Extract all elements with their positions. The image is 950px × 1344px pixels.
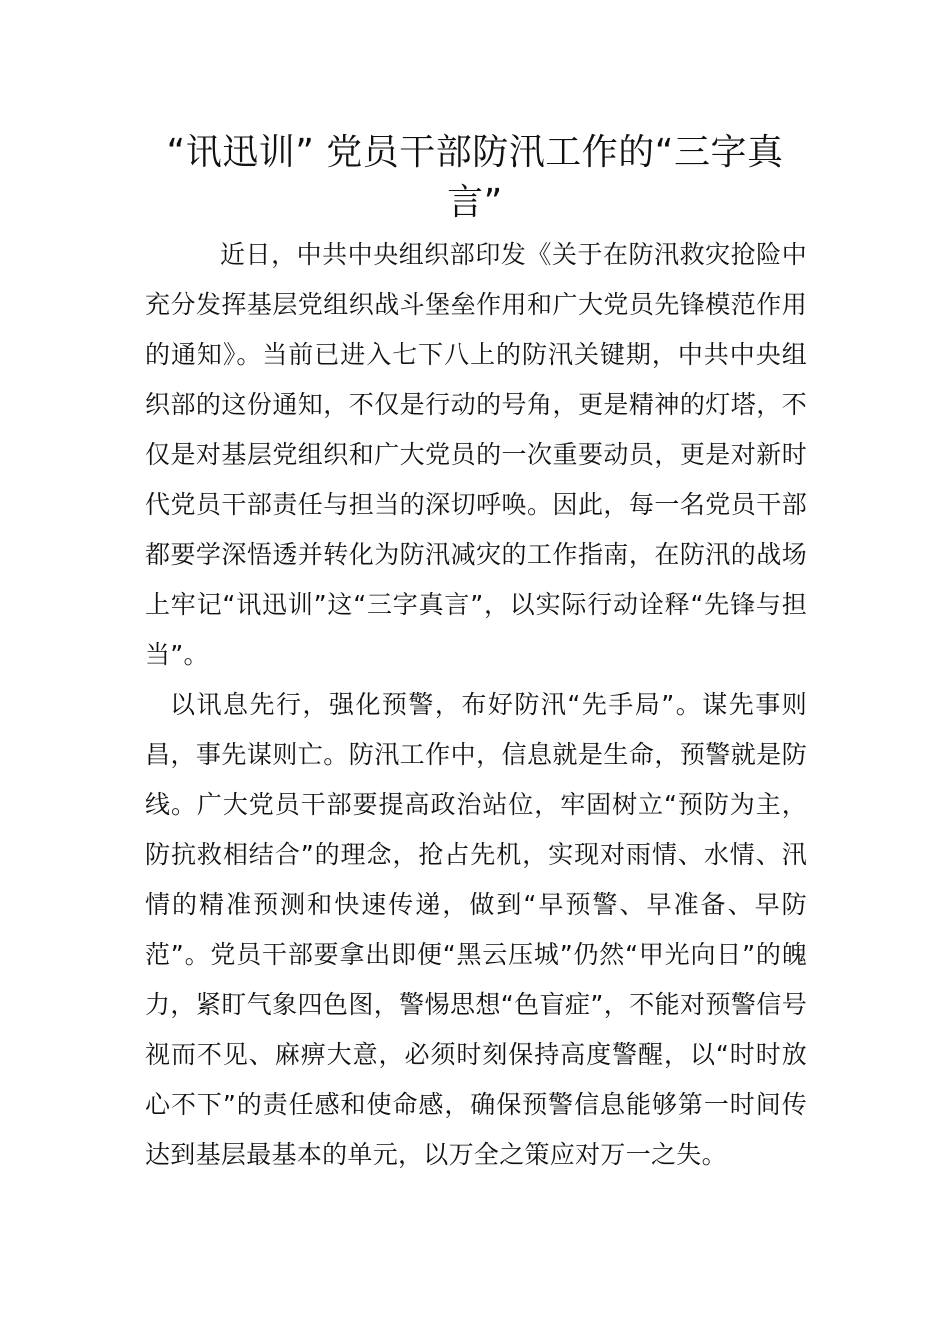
document-title: “讯迅训” 党员干部防汛工作的“三字真言”	[166, 132, 784, 223]
paragraph-intro: 近日，中共中央组织部印发《关于在防汛救灾抢险中充分发挥基层党组织战斗堡垒作用和广大党员先锋模范作用的通知》。当前已进入七下八上的防汛关键期，中共中央组织部的这份通知，不仅是行动的号角，更是精神的灯塔，不仅是对基层党组织和广大党员的一次重要动员，更是对新时代党员干部责任与担当的深切呼唤。因此，每一名党员干部都要学深悟透并转化为防汛减灾的工作指南，在防汛的战场上牢记“讯迅训”这“三字真言”，以实际行动诠释“先锋与担当”。	[145, 240, 807, 669]
paragraph-early-warning: 以讯息先行，强化预警，布好防汛“先手局”。谋先事则昌，事先谋则亡。防汛工作中，信息就是生命，预警就是防线。广大党员干部要提高政治站位，牢固树立“预防为主，防抗救相结合”的理念，抢占先机，实现对雨情、水情、汛情的精准预测和快速传递，做到“早预警、早准备、早防范”。党员干部要拿出即便“黑云压城”仍然“甲光向日”的魄力，紧盯气象四色图，警惕思想“色盲症”，不能对预警信号视而不见、麻痹大意，必须时刻保持高度警醒，以“时时放心不下”的责任感和使命感，确保预警信息能够第一时间传达到基层最基本的单元，以万全之策应对万一之失。	[145, 690, 807, 1169]
document-body	[145, 230, 807, 1180]
